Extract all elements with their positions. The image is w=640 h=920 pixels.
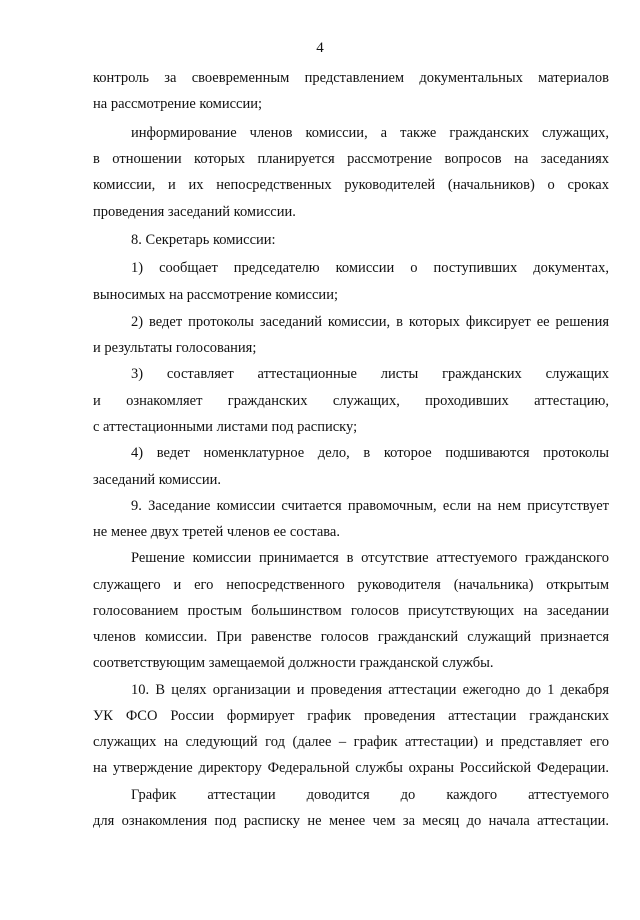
text-line: не менее двух третей членов ее состава.	[93, 524, 340, 540]
text-line: информирование членов комиссии, а также гражданских служащих,	[131, 125, 609, 141]
text-line: и результаты голосования;	[93, 340, 257, 356]
text-line: 9. Заседание комиссии считается правомочным, если на нем присутствует	[131, 498, 609, 514]
text-line: заседаний комиссии.	[93, 472, 221, 488]
text-line: График аттестации доводится до каждого аттестуемого	[131, 787, 609, 803]
text-line: комиссии, и их непосредственных руководителей (начальников) о сроках	[93, 177, 609, 193]
text-line: на утверждение директору Федеральной службы охраны Российской Федерации.	[93, 760, 609, 776]
text-line: 1) сообщает председателю комиссии о поступивших документах,	[131, 260, 609, 276]
text-line: в отношении которых планируется рассмотрение вопросов на заседаниях	[93, 151, 609, 167]
text-line: и ознакомляет гражданских служащих, проходивших аттестацию,	[93, 393, 609, 409]
text-line: выносимых на рассмотрение комиссии;	[93, 287, 338, 303]
text-line: контроль за своевременным представлением документальных материалов	[93, 70, 609, 86]
text-line: с аттестационными листами под расписку;	[93, 419, 358, 435]
text-line: 3) составляет аттестационные листы гражданских служащих	[131, 366, 609, 382]
text-line: служащих на следующий год (далее – график аттестации) и представляет его	[93, 734, 609, 750]
text-line: соответствующим замещаемой должности гражданской службы.	[93, 655, 494, 671]
text-line: Решение комиссии принимается в отсутствие аттестуемого гражданского	[131, 550, 609, 566]
text-line: на рассмотрение комиссии;	[93, 96, 263, 112]
text-line: для ознакомления под расписку не менее чем за месяц до начала аттестации.	[93, 813, 609, 829]
text-line: голосованием простым большинством голосов присутствующих на заседании	[93, 603, 609, 619]
text-line: проведения заседаний комиссии.	[93, 204, 296, 220]
text-line: 8. Секретарь комиссии:	[131, 232, 276, 248]
page-number: 4	[316, 40, 324, 56]
text-line: УК ФСО России формирует график проведения аттестации гражданских	[93, 708, 609, 724]
text-line: 2) ведет протоколы заседаний комиссии, в которых фиксирует ее решения	[131, 314, 609, 330]
text-line: 10. В целях организации и проведения аттестации ежегодно до 1 декабря	[131, 682, 609, 698]
text-line: служащего и его непосредственного руководителя (начальника) открытым	[93, 577, 609, 593]
text-line: членов комиссии. При равенстве голосов гражданский служащий признается	[93, 629, 609, 645]
text-line: 4) ведет номенклатурное дело, в которое подшиваются протоколы	[131, 445, 609, 461]
